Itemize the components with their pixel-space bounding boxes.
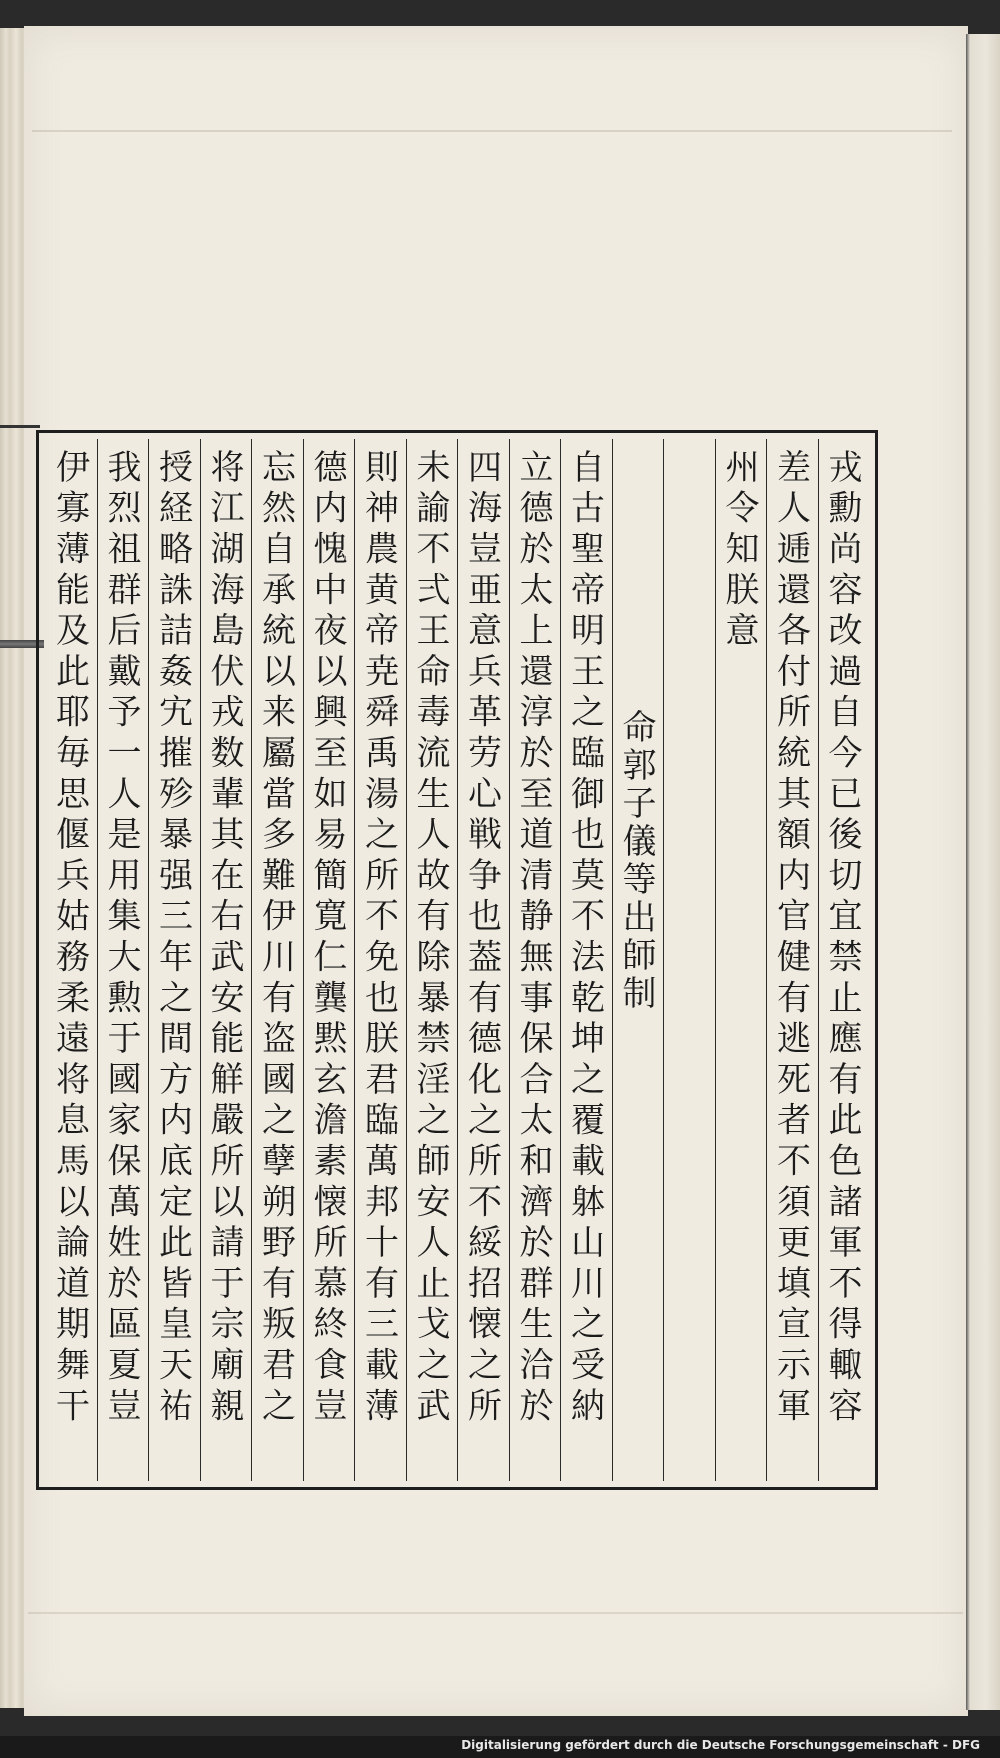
text-column: 未諭不弍王命毒流生人故有除暴禁淫之師安人止戈之武 [406, 439, 458, 1481]
paper-fold-line [32, 130, 952, 132]
text-column: 立德於太上還淳於至道清静無事保合太和濟於群生洽於 [509, 439, 561, 1481]
text-column: 忘然自承統以来屬當多難伊川有盗國之孽朔野有叛君之 [251, 439, 303, 1481]
text-column: 授経略誅詰姦宄摧殄暴强三年之間方内底定此皆皇天祐 [148, 439, 200, 1481]
section-title-column: 命郭子儀等出師制 [612, 439, 664, 1481]
text-column: 伊寡薄能及此耶毎思偃兵姑務柔遠将息馬以論道期舞干 [49, 449, 90, 1429]
text-column: 則神農黄帝尭舜禹湯之所不免也朕君臨萬邦十有三載薄 [354, 439, 406, 1481]
text-columns [45, 439, 869, 1481]
right-page-edge [966, 34, 1000, 1710]
printed-text-block [36, 430, 878, 1490]
dfg-credit-text: Digitalisierung gefördert durch die Deutsche Forschungsgemeinschaft - DFG [461, 1738, 980, 1752]
text-column: 自古聖帝明王之臨御也莫不法乾坤之覆載躰山川之受納 [560, 439, 612, 1481]
text-column: 德内愧中夜以興至如易簡寛仁龔黙玄澹素懐所慕終食豈 [303, 439, 355, 1481]
paper-fold-line-bottom [28, 1612, 963, 1614]
footer-bar [0, 1736, 1000, 1758]
text-column: 将江湖海島伏戎数輩其在右武安能觧嚴所以請于宗廟親 [200, 439, 252, 1481]
blank-column [663, 439, 715, 1481]
binding-thread [0, 425, 40, 428]
text-column: 差人逓還各付所統其額内官健有逃死者不須更填宣示軍 [766, 439, 818, 1481]
text-column: 四海豈亜意兵革劳心戦争也葢有德化之所不綏招懐之所 [457, 439, 509, 1481]
text-column: 州令知朕意 [715, 439, 767, 1481]
text-column: 戎勳尚容改過自今已後切宜禁止應有此色諸軍不得輙容 [818, 439, 870, 1481]
text-column: 我烈祖群后戴予一人是用集大勲于國家保萬姓於區夏豈 [97, 439, 149, 1481]
